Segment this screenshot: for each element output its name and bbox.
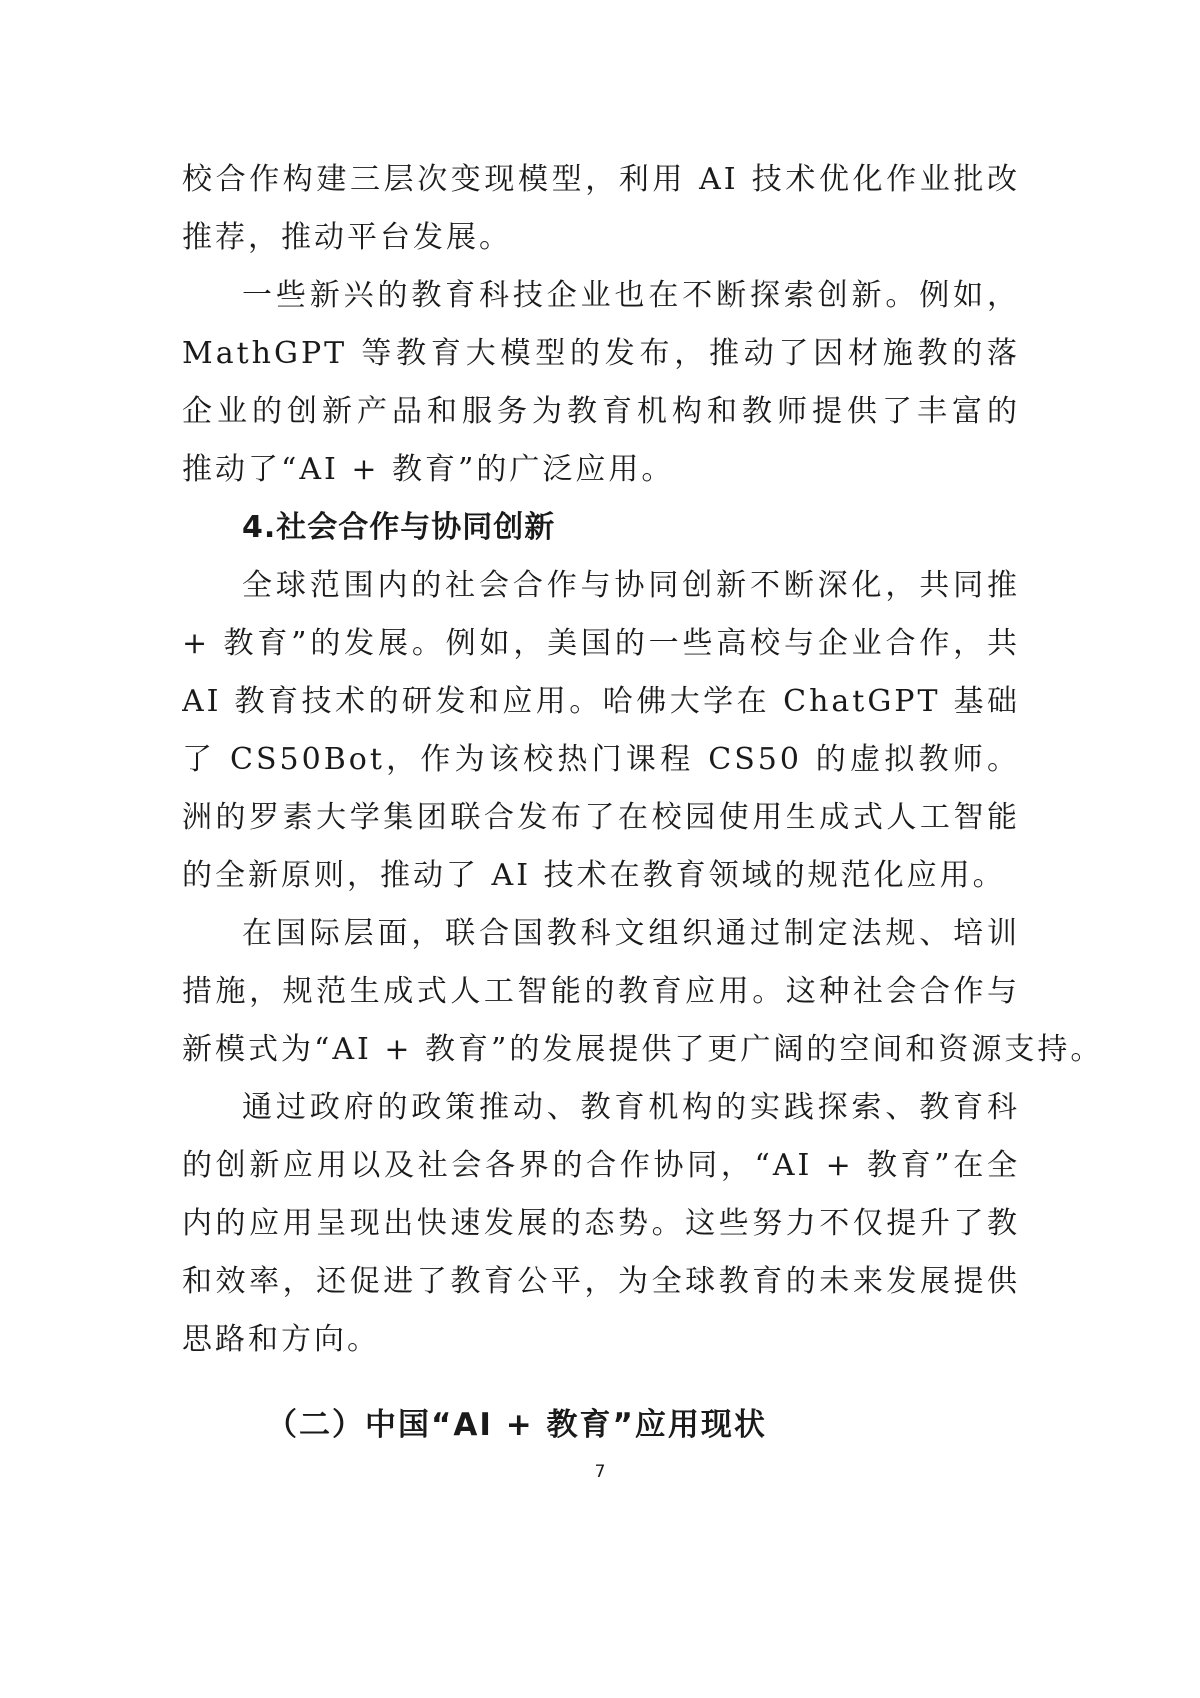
paragraph-2-line-1: 一些新兴的教育科技企业也在不断探索创新。例如， bbox=[242, 278, 1020, 313]
paragraph-3-line-6: 的全新原则，推动了 AI 技术在教育领域的规范化应用。 bbox=[182, 858, 1006, 893]
paragraph-5-line-4: 和效率，还促进了教育公平，为全球教育的未来发展提供 bbox=[182, 1264, 1020, 1299]
paragraph-2-line-4: 推动了“AI + 教育”的广泛应用。 bbox=[182, 452, 675, 487]
page-number: 7 bbox=[594, 1462, 606, 1482]
paragraph-5-line-5: 思路和方向。 bbox=[182, 1322, 380, 1357]
paragraph-2-line-3: 企业的创新产品和服务为教育机构和教师提供了丰富的 bbox=[182, 394, 1020, 429]
section-heading-china-ai-education: （二）中国“AI + 教育”应用现状 bbox=[266, 1407, 767, 1443]
paragraph-4-line-2: 措施，规范生成式人工智能的教育应用。这种社会合作与 bbox=[182, 974, 1020, 1009]
paragraph-3-line-4: 了 CS50Bot，作为该校热门课程 CS50 的虚拟教师。 bbox=[182, 742, 1020, 777]
paragraph-3-line-2: + 教育”的发展。例如，美国的一些高校与企业合作，共 bbox=[182, 626, 1020, 661]
subheading-social-cooperation: 4.社会合作与协同创新 bbox=[242, 510, 556, 545]
paragraph-5-line-2: 的创新应用以及社会各界的合作协同，“AI + 教育”在全 bbox=[182, 1148, 1020, 1183]
paragraph-4-line-1: 在国际层面，联合国教科文组织通过制定法规、培训 bbox=[242, 916, 1020, 951]
paragraph-1-line-1: 校合作构建三层次变现模型，利用 AI 技术优化作业批改 bbox=[182, 162, 1020, 197]
paragraph-3-line-1: 全球范围内的社会合作与协同创新不断深化，共同推 bbox=[242, 568, 1020, 603]
paragraph-4-line-3: 新模式为“AI + 教育”的发展提供了更广阔的空间和资源支持。 bbox=[182, 1032, 1104, 1067]
paragraph-3-line-3: AI 教育技术的研发和应用。哈佛大学在 ChatGPT 基础 bbox=[182, 684, 1020, 719]
paragraph-2-line-2: MathGPT 等教育大模型的发布，推动了因材施教的落 bbox=[182, 336, 1020, 371]
paragraph-1-line-2: 推荐，推动平台发展。 bbox=[182, 220, 512, 255]
paragraph-5-line-1: 通过政府的政策推动、教育机构的实践探索、教育科 bbox=[242, 1090, 1020, 1125]
paragraph-5-line-3: 内的应用呈现出快速发展的态势。这些努力不仅提升了教 bbox=[182, 1206, 1020, 1241]
paragraph-3-line-5: 洲的罗素大学集团联合发布了在校园使用生成式人工智能 bbox=[182, 800, 1020, 835]
